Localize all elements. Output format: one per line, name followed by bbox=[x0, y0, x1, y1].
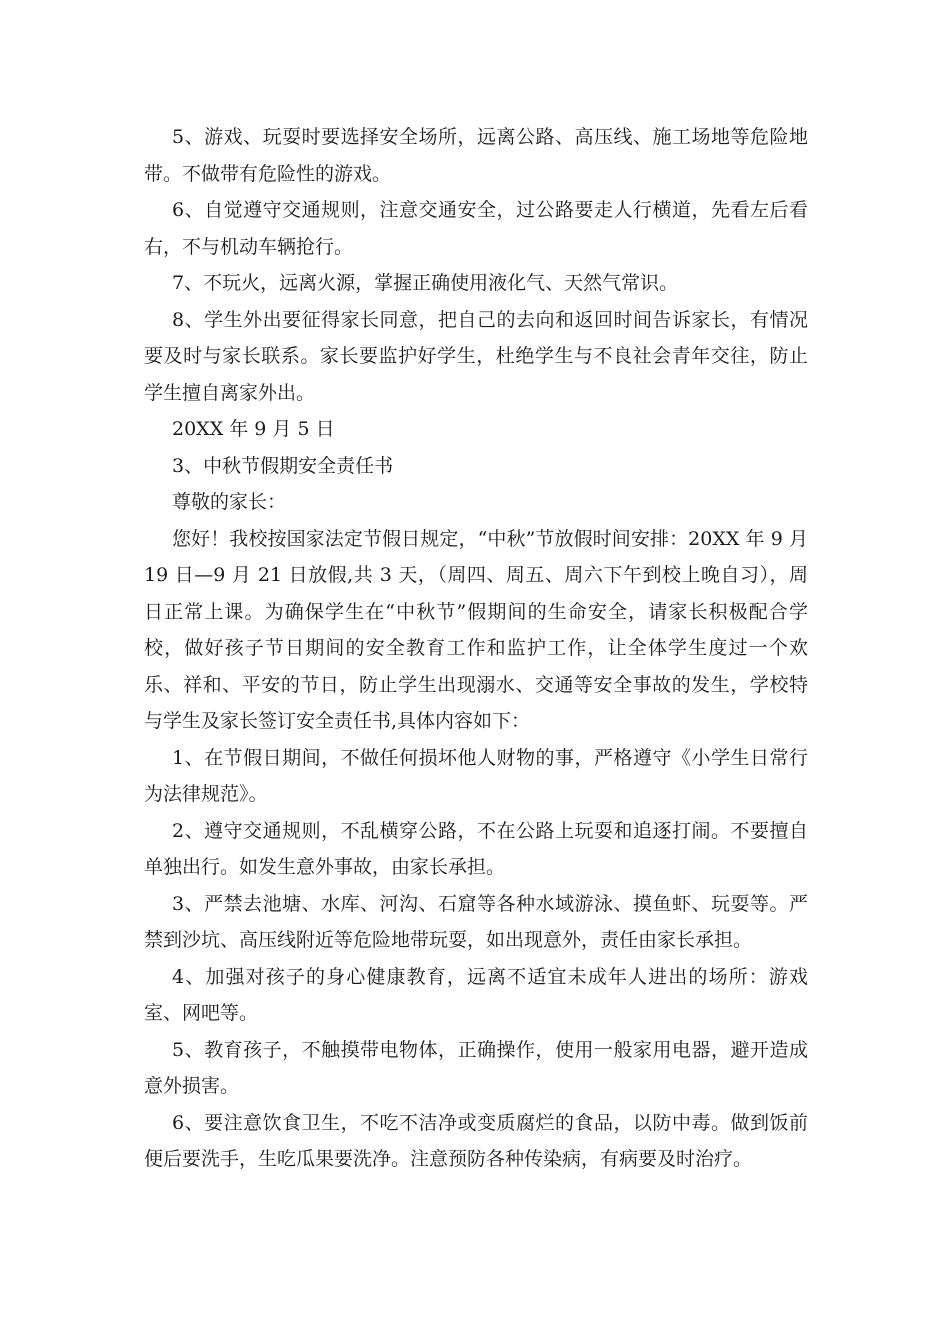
rule-item-4: 4、加强对孩子的身心健康教育，远离不适宜未成年人进出的场所：游戏室、网吧等。 bbox=[144, 965, 808, 1024]
paragraph-item-8-going-out: 8、学生外出要征得家长同意，把自己的去向和返回时间告诉家长，有情况要及时与家长联系。家长要监护好学生，杜绝学生与不良社会青年交往，防止学生擅自离家外出。 bbox=[144, 308, 808, 404]
rule-item-6: 6、要注意饮食卫生，不吃不洁净或变质腐烂的食品，以防中毒。做到饭前便后要洗手，生吃瓜果要洗净。注意预防各种传染病，有病要及时治疗。 bbox=[144, 1111, 808, 1170]
rule-item-3: 3、严禁去池塘、水库、河沟、石窟等各种水域游泳、摸鱼虾、玩耍等。严禁到沙坑、高压线附近等危险地带玩耍，如出现意外，责任由家长承担。 bbox=[144, 892, 808, 951]
document-date: 20XX 年 9 月 5 日 bbox=[172, 418, 335, 440]
section-heading: 3、中秋节假期安全责任书 bbox=[172, 454, 394, 477]
document-body bbox=[144, 119, 808, 1178]
rule-item-1: 1、在节假日期间，不做任何损坏他人财物的事，严格遵守《小学生日常行为法律规范》。 bbox=[144, 746, 808, 805]
paragraph-item-6-traffic: 6、自觉遵守交通规则，注意交通安全，过公路要走人行横道，先看左后看右，不与机动车辆抢行。 bbox=[144, 199, 808, 258]
intro-paragraph: 您好！我校按国家法定节假日规定，“中秋”节放假时间安排：20XX 年 9 月 19 日—9 月 21 日放假,共 3 天，（周四、周五、周六下午到校上晚自习），周日正常上课。为确保学生在“中秋节”假期间的生命安全，请家长积极配合学校，做好孩子节日期间的安全教育工作和监护工作，让全体学生度过一个欢乐、祥和、平安的节日，防止学生出现溺水、交通等安全事故的发生，学校特与学生及家长签订安全责任书,具体内容如下： bbox=[144, 527, 808, 732]
paragraph-item-7-fire: 7、不玩火，远离火源，掌握正确使用液化气、天然气常识。 bbox=[172, 272, 679, 294]
rule-item-5: 5、教育孩子，不触摸带电物体，正确操作，使用一般家用电器，避开造成意外损害。 bbox=[144, 1038, 808, 1097]
paragraph-item-5-safe-play: 5、游戏、玩耍时要选择安全场所，远离公路、高压线、施工场地等危险地带。不做带有危险性的游戏。 bbox=[144, 126, 808, 185]
salutation: 尊敬的家长： bbox=[172, 491, 287, 513]
rule-item-2: 2、遵守交通规则，不乱横穿公路，不在公路上玩耍和追逐打闹。不要擅自单独出行。如发生意外事故，由家长承担。 bbox=[144, 819, 808, 878]
